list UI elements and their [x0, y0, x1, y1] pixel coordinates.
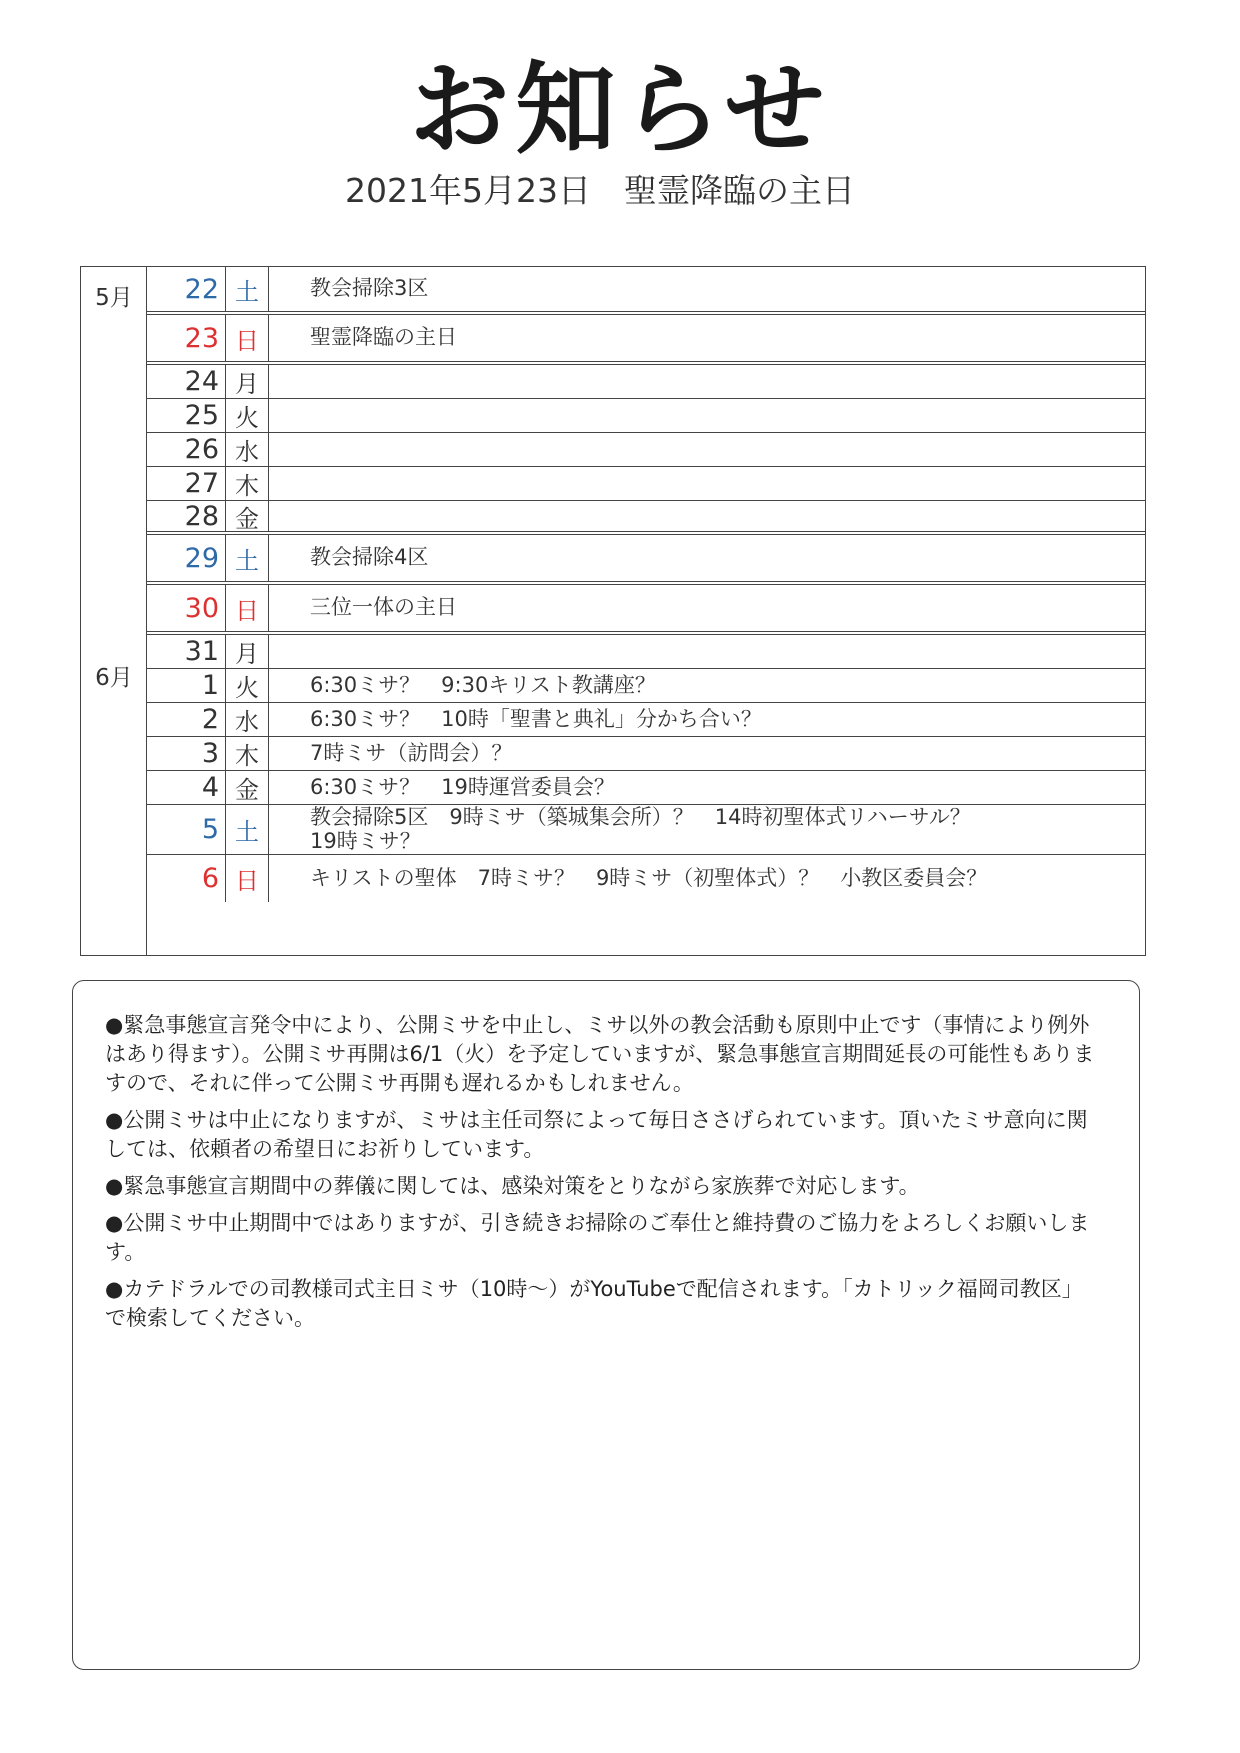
event-text: 7時ミサ（訪問会）？ — [310, 740, 513, 765]
date-cell: 28 — [147, 501, 226, 531]
event-text: 6:30ミサ？ 9:30キリスト教講座？ — [310, 672, 656, 697]
date-cell: 23 — [147, 315, 226, 361]
event-cell — [269, 433, 1145, 466]
date-cell: 6 — [147, 855, 226, 902]
schedule-row — [147, 585, 1145, 635]
page-subtitle: 2021年5月23日 聖霊降臨の主日 — [345, 171, 855, 210]
date-cell: 22 — [147, 267, 226, 311]
weekday-cell: 火 — [226, 669, 269, 702]
event-cell — [269, 399, 1145, 432]
weekday-cell: 土 — [226, 267, 269, 311]
event-text: 6:30ミサ？ 10時「聖書と典礼」分かち合い？ — [310, 706, 762, 731]
schedule-row — [147, 433, 1145, 467]
event-text: 教会掃除5区 9時ミサ（築城集会所）？ 14時初聖体式リハーサル？ — [310, 805, 971, 830]
schedule-row — [147, 771, 1145, 805]
event-cell — [269, 737, 1145, 770]
event-cell — [269, 771, 1145, 804]
date-cell: 24 — [147, 365, 226, 398]
schedule-row — [147, 365, 1145, 399]
event-cell — [269, 669, 1145, 702]
event-text: 6:30ミサ？ 19時運営委員会？ — [310, 774, 615, 799]
event-text: 教会掃除3区 — [310, 276, 429, 301]
month-label-june: 6月 — [95, 665, 133, 691]
month-label-may: 5月 — [95, 285, 133, 311]
schedule-row — [147, 669, 1145, 703]
date-cell: 3 — [147, 737, 226, 770]
notice-item: ●公開ミサは中止になりますが、ミサは主任司祭によって毎日ささげられています。頂いたミサ意向に関しては、依頼者の希望日にお祈りしています。 — [105, 1108, 1088, 1161]
schedule-row — [147, 467, 1145, 501]
date-cell: 31 — [147, 635, 226, 668]
event-cell — [269, 535, 1145, 581]
event-cell — [269, 315, 1145, 361]
weekday-cell: 水 — [226, 703, 269, 736]
schedule-row — [147, 737, 1145, 771]
event-text: 教会掃除4区 — [310, 545, 429, 570]
event-cell — [269, 855, 1145, 902]
event-cell — [269, 585, 1145, 631]
date-cell: 25 — [147, 399, 226, 432]
weekday-cell: 土 — [226, 805, 269, 854]
schedule-table — [80, 266, 1146, 956]
weekday-cell: 水 — [226, 433, 269, 466]
event-cell — [269, 467, 1145, 500]
notice-item: ●緊急事態宣言発令中により、公開ミサを中止し、ミサ以外の教会活動も原則中止です（事情により例外はあり得ます）。公開ミサ再開は6/1（火）を予定していますが、緊急事態宣言期間延長の可能性もありますので、それに伴って公開ミサ再開も遅れるかもしれません。 — [105, 1013, 1095, 1095]
notice-box — [72, 980, 1140, 1670]
weekday-cell: 日 — [226, 585, 269, 631]
notice-item: ●カテドラルでの司教様司式主日ミサ（10時～）がYouTubeで配信されます。「カトリック福岡司教区」で検索してください。 — [105, 1277, 1083, 1330]
page-title: お知らせ — [409, 51, 831, 168]
event-cell — [269, 635, 1145, 668]
weekday-cell: 月 — [226, 635, 269, 668]
schedule-row — [147, 805, 1145, 855]
weekday-cell: 木 — [226, 467, 269, 500]
event-cell — [269, 501, 1145, 531]
notice-item: ●緊急事態宣言期間中の葬儀に関しては、感染対策をとりながら家族葬で対応します。 — [105, 1174, 920, 1198]
schedule-row — [147, 635, 1145, 669]
schedule-row — [147, 399, 1145, 433]
notice-item: ●公開ミサ中止期間中ではありますが、引き続きお掃除のご奉仕と維持費のご協力をよろしくお願いします。 — [105, 1211, 1090, 1264]
weekday-cell: 日 — [226, 855, 269, 902]
date-cell: 27 — [147, 467, 226, 500]
date-cell: 4 — [147, 771, 226, 804]
weekday-cell: 金 — [226, 501, 269, 531]
weekday-cell: 日 — [226, 315, 269, 361]
event-cell — [269, 805, 1145, 854]
event-cell — [269, 365, 1145, 398]
schedule-row — [147, 703, 1145, 737]
event-cell — [269, 703, 1145, 736]
schedule-row — [147, 267, 1145, 315]
weekday-cell: 月 — [226, 365, 269, 398]
weekday-cell: 木 — [226, 737, 269, 770]
weekday-cell: 火 — [226, 399, 269, 432]
event-cell — [269, 267, 1145, 311]
date-cell: 2 — [147, 703, 226, 736]
weekday-cell: 土 — [226, 535, 269, 581]
schedule-row — [147, 315, 1145, 365]
month-column — [81, 267, 147, 955]
event-text: キリストの聖体 7時ミサ？ 9時ミサ（初聖体式）？ 小教区委員会？ — [310, 865, 988, 890]
date-cell: 5 — [147, 805, 226, 854]
date-cell: 30 — [147, 585, 226, 631]
event-text: 聖霊降臨の主日 — [310, 325, 457, 350]
schedule-row — [147, 501, 1145, 535]
event-text: 三位一体の主日 — [310, 595, 457, 620]
date-cell: 29 — [147, 535, 226, 581]
weekday-cell: 金 — [226, 771, 269, 804]
event-text: 19時ミサ？ — [310, 828, 421, 853]
schedule-row — [147, 535, 1145, 585]
date-cell: 1 — [147, 669, 226, 702]
schedule-row — [147, 855, 1145, 902]
date-cell: 26 — [147, 433, 226, 466]
